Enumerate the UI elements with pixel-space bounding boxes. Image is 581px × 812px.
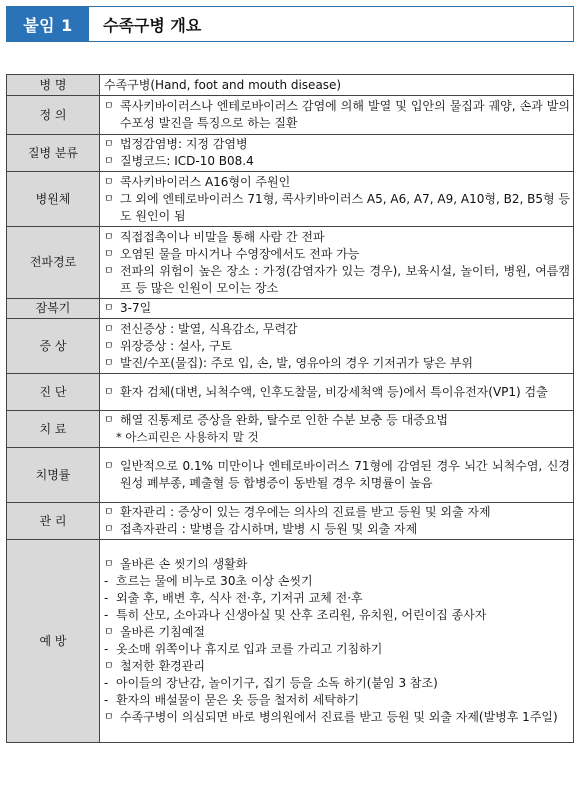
row-content: [100, 227, 574, 299]
item-text: 접촉자관리 : 발병을 감시하며, 발병 시 등원 및 외출 자제: [120, 522, 418, 536]
appendix-title: 수족구병 개요: [103, 15, 202, 35]
square-bullet-icon: ㅁ: [104, 627, 114, 638]
item-text: 그 외에 엔테로바이러스 71형, 콕사키바이러스 A5, A6, A7, A9, A10형, B2, B5형 등도 원인이 됨: [120, 191, 570, 223]
sub-list-item: [104, 590, 570, 607]
row-content: [100, 540, 574, 743]
dash-marker: -: [104, 693, 109, 707]
table-row: [7, 96, 574, 135]
item-text: 3-7일: [120, 301, 152, 315]
row-heading: 관 리: [7, 503, 100, 540]
row-content: [100, 374, 574, 411]
item-text: 질병코드: ICD-10 B08.4: [120, 154, 254, 168]
list-item: [104, 321, 570, 338]
square-bullet-icon: ㅁ: [104, 340, 114, 352]
table-row: [7, 299, 574, 319]
table-row: [7, 411, 574, 448]
list-item: [104, 709, 570, 726]
row-content: [100, 503, 574, 540]
sub-list-item: [104, 607, 570, 624]
square-bullet-icon: ㅁ: [104, 101, 114, 112]
sub-list-item: [104, 573, 570, 590]
item-text: 콕사키바이러스나 엔테로바이러스 감염에 의해 발열 및 입안의 물집과 궤양, 손과 발의 수포성 발진을 특징으로 하는 질환: [120, 99, 570, 130]
dash-marker: -: [104, 591, 109, 605]
row-heading: 질병 분류: [7, 135, 100, 172]
list-item: [104, 246, 570, 263]
table-row: [7, 503, 574, 540]
list-item: [104, 174, 570, 191]
list-item: [104, 229, 570, 246]
row-content: [100, 319, 574, 374]
list-item: [104, 504, 570, 521]
appendix-badge: 붙임 1: [7, 7, 89, 41]
square-bullet-icon: ㅁ: [104, 357, 114, 369]
square-bullet-icon: ㅁ: [104, 176, 114, 188]
dash-marker: -: [104, 608, 109, 622]
item-text: 아이들의 장난감, 놀이기구, 집기 등을 소독 하기(붙임 3 참조): [116, 676, 438, 690]
list-item: [104, 191, 570, 225]
square-bullet-icon: ㅁ: [104, 712, 114, 723]
table-row: [7, 75, 574, 96]
square-bullet-icon: ㅁ: [104, 461, 114, 472]
row-heading: 전파경로: [7, 227, 100, 299]
item-text: 외출 후, 배변 후, 식사 전·후, 기저귀 교체 전·후: [116, 591, 363, 605]
square-bullet-icon: ㅁ: [104, 524, 114, 535]
item-text: 수족구병(Hand, foot and mouth disease): [104, 77, 342, 92]
row-heading: 병 명: [7, 75, 100, 96]
row-content: [100, 172, 574, 227]
sub-list-item: [104, 675, 570, 692]
item-text: 옷소매 위쪽이나 휴지로 입과 코를 가리고 기침하기: [116, 642, 383, 656]
sub-list-item: [104, 641, 570, 658]
item-text: 환자관리 : 증상이 있는 경우에는 의사의 진료를 받고 등원 및 외출 자제: [120, 505, 491, 519]
item-text: 올바른 기침예절: [120, 625, 205, 639]
square-bullet-icon: ㅁ: [104, 265, 114, 277]
row-heading: 치 료: [7, 411, 100, 448]
item-text: 수족구병이 의심되면 바로 병의원에서 진료를 받고 등원 및 외출 자제(발병후 1주일): [120, 710, 558, 724]
square-bullet-icon: ㅁ: [104, 156, 114, 167]
square-bullet-icon: ㅁ: [104, 193, 114, 205]
item-text: 올바른 손 씻기의 생활화: [120, 557, 248, 571]
row-content: [100, 75, 574, 96]
row-content: [100, 299, 574, 319]
list-item: [104, 624, 570, 641]
item-text: 전신증상 : 발열, 식욕감소, 무력감: [120, 321, 298, 336]
row-content: [100, 448, 574, 503]
list-item: [104, 136, 570, 153]
square-bullet-icon: ㅁ: [104, 415, 114, 426]
square-bullet-icon: ㅁ: [104, 386, 114, 398]
row-heading: 정 의: [7, 96, 100, 135]
item-text: 발진/수포(물집): 주로 입, 손, 발, 영유아의 경우 기저귀가 닿은 부위: [120, 355, 474, 370]
table-row: [7, 374, 574, 411]
row-heading: 진 단: [7, 374, 100, 411]
square-bullet-icon: ㅁ: [104, 507, 114, 518]
item-text: 직접접촉이나 비말을 통해 사람 간 전파: [120, 229, 325, 244]
item-text: 전파의 위험이 높은 장소 : 가정(감염자가 있는 경우), 보육시설, 놀이터, 병원, 여름캠프 등 많은 인원이 모이는 장소: [120, 263, 570, 295]
item-text: 환자의 배설물이 묻은 옷 등을 철저히 세탁하기: [116, 693, 360, 707]
row-content: [100, 411, 574, 448]
dash-marker: -: [104, 574, 109, 588]
appendix-header: [6, 6, 574, 42]
summary-table: [6, 74, 574, 743]
square-bullet-icon: ㅁ: [104, 231, 114, 243]
list-item: [104, 263, 570, 297]
item-text: 오염된 물을 마시거나 수영장에서도 전파 가능: [120, 246, 360, 261]
item-text: 위장증상 : 설사, 구토: [120, 338, 233, 353]
list-item: [104, 355, 570, 372]
row-content: [100, 96, 574, 135]
note-text: * 아스피린은 사용하지 말 것: [116, 430, 259, 444]
list-item: [104, 300, 570, 317]
table-row: [7, 227, 574, 299]
row-heading: 증 상: [7, 319, 100, 374]
item-text: 해열 진통제로 증상을 완화, 탈수로 인한 수분 보충 등 대증요법: [120, 413, 448, 427]
square-bullet-icon: ㅁ: [104, 303, 114, 314]
table-row: [7, 448, 574, 503]
item-text: 특히 산모, 소아과나 신생아실 및 산후 조리원, 유치원, 어린이집 종사자: [116, 608, 487, 622]
item-text: 법정감염병: 지정 감염병: [120, 137, 248, 151]
list-item: [104, 521, 570, 538]
square-bullet-icon: ㅁ: [104, 661, 114, 672]
square-bullet-icon: ㅁ: [104, 248, 114, 260]
row-heading: 치명률: [7, 448, 100, 503]
dash-marker: -: [104, 642, 109, 656]
item-text: 환자 검체(대변, 뇌척수액, 인후도찰물, 비강세척액 등)에서 특이유전자(VP1) 검출: [120, 384, 548, 399]
list-item: [104, 412, 570, 429]
item-text: 철저한 환경관리: [120, 659, 205, 673]
square-bullet-icon: ㅁ: [104, 139, 114, 150]
list-item: [104, 556, 570, 573]
list-item: [104, 658, 570, 675]
list-item: [104, 77, 570, 94]
row-heading: 잠복기: [7, 299, 100, 319]
square-bullet-icon: ㅁ: [104, 323, 114, 335]
item-text: 흐르는 물에 비누로 30초 이상 손씻기: [116, 574, 313, 588]
list-item: [104, 384, 570, 401]
list-item: [104, 98, 570, 132]
table-row: [7, 319, 574, 374]
list-item: [104, 153, 570, 170]
row-heading: 예 방: [7, 540, 100, 743]
item-text: 콕사키바이러스 A16형이 주원인: [120, 174, 291, 189]
table-row: [7, 135, 574, 172]
dash-marker: -: [104, 676, 109, 690]
table-row: [7, 540, 574, 743]
sub-list-item: [104, 692, 570, 709]
table-row: [7, 172, 574, 227]
square-bullet-icon: ㅁ: [104, 559, 114, 570]
row-heading: 병원체: [7, 172, 100, 227]
list-item: [104, 458, 570, 492]
row-content: [100, 135, 574, 172]
list-item: [104, 338, 570, 355]
item-text: 일반적으로 0.1% 미만이나 엔테로바이러스 71형에 감염된 경우 뇌간 뇌척수염, 신경원성 폐부종, 폐출혈 등 합병증이 동반될 경우 치명률이 높음: [120, 459, 570, 490]
